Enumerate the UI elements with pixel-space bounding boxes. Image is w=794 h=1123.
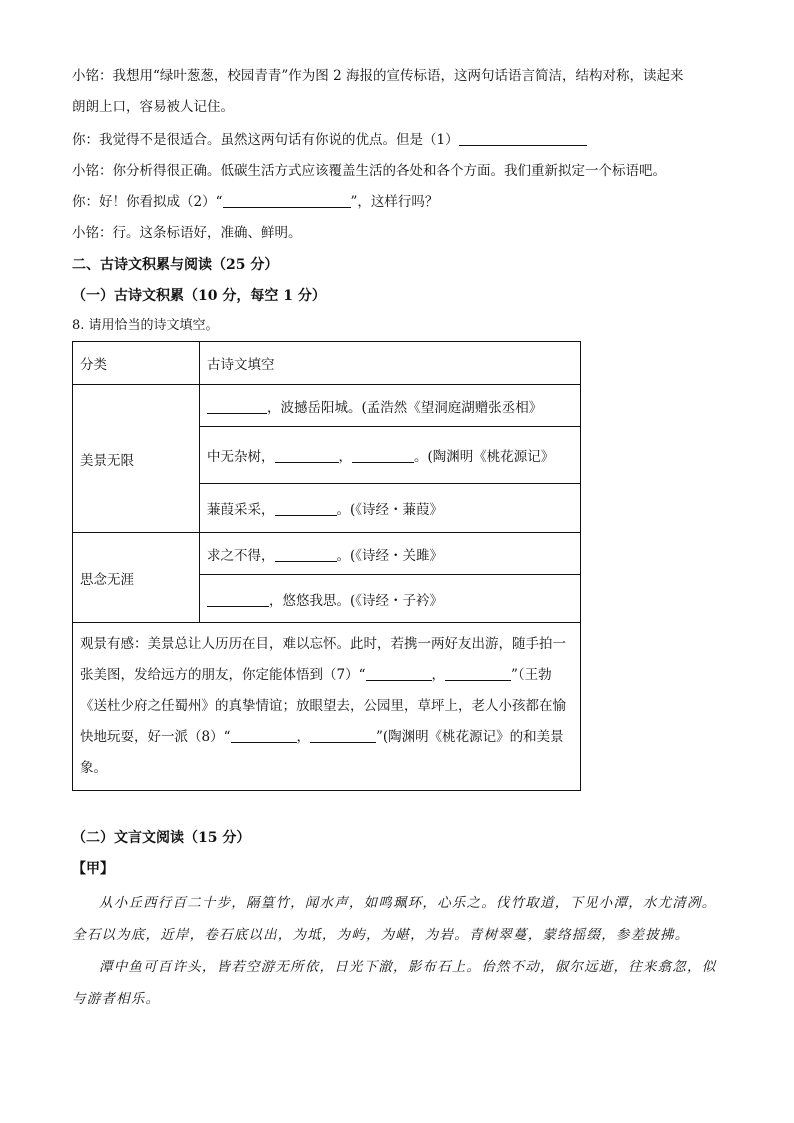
fill-row-2 xyxy=(200,427,581,484)
reflection-text-a: 观景有感：美景总让人历历在目，难以忘怀。此时，若携一两好友出游，随手拍一张美图，发给远方的朋友，你定能体悟到（7）“ xyxy=(80,636,566,683)
section-heading: 二、古诗文积累与阅读（25 分） xyxy=(72,257,279,273)
fill-row-3 xyxy=(200,484,581,533)
answer-blank-2[interactable] xyxy=(223,193,351,208)
dialog-line-2: 朗朗上口，容易被人记住。 xyxy=(72,99,234,115)
subsection-heading-2: （二）文言文阅读（15 分） xyxy=(72,830,251,846)
fill-blank[interactable] xyxy=(310,728,376,743)
fill-blank[interactable] xyxy=(275,448,339,463)
passage-label-jia: 【甲】 xyxy=(72,861,114,877)
fill-row-5 xyxy=(200,575,581,623)
fill-blank[interactable] xyxy=(231,728,297,743)
dialog-line-1: 小铭：我想用“绿叶葱葱，校园青青”作为图 2 海报的宣传标语，这两句话语言简洁，结构对称，读起来 xyxy=(72,68,684,84)
fill-row-3-text-a: 蒹葭采采， xyxy=(207,502,275,518)
fill-blank[interactable] xyxy=(207,592,269,607)
fill-row-4-text-b: 。(《诗经・关雎》 xyxy=(336,547,444,564)
reflection-text-b: ， xyxy=(431,667,445,683)
category-longing: 思念无涯 xyxy=(73,533,200,623)
fill-row-5-text: ，悠悠我思。(《诗经・子衿》 xyxy=(269,592,444,609)
reflection-text-e: ”(陶渊明《桃花源记》的和美景象。 xyxy=(80,729,564,776)
dialog-line-3-text: 你：我觉得不是很适合。虽然这两句话有你说的优点。但是（1） xyxy=(72,132,459,148)
fill-blank[interactable] xyxy=(275,547,337,562)
fill-row-1 xyxy=(200,385,581,427)
fill-row-1-text: ，波撼岳阳城。(孟浩然《望洞庭湖赠张丞相》 xyxy=(267,399,543,416)
subsection-heading-1: （一）古诗文积累（10 分，每空 1 分） xyxy=(72,288,326,304)
dialog-line-5-text-b: ”，这样行吗？ xyxy=(350,194,439,210)
category-beauty: 美景无限 xyxy=(73,385,200,533)
dialog-line-3 xyxy=(72,130,587,150)
fill-blank[interactable] xyxy=(275,501,337,516)
fill-row-4 xyxy=(200,533,581,575)
passage-paragraph-1: 从小丘西行百二十步，隔篁竹，闻水声，如鸣珮环，心乐之。伐竹取道，下见小潭，水尤清冽。全石以为底，近岸，卷石底以出，为坻，为屿，为嵁，为岩。青树翠蔓，蒙络摇缀，参差披拂。 xyxy=(72,895,717,943)
header-category: 分类 xyxy=(73,342,200,385)
reflection-text-c: ”（王勃《送杜少府之任蜀州》的真挚情谊；放眼望去，公园里，草坪上，老人小孩都在愉快地玩耍，好一派（8）“ xyxy=(80,667,566,745)
dialog-line-4: 小铭：你分析得很正确。低碳生活方式应该覆盖生活的各处和各个方面。我们重新拟定一个标语吧。 xyxy=(72,163,666,179)
fill-blank[interactable] xyxy=(352,448,414,463)
fill-row-3-text-b: 。(《诗经・蒹葭》 xyxy=(336,502,444,518)
fill-row-2-text-b: ， xyxy=(338,449,352,465)
fill-row-4-text-a: 求之不得， xyxy=(207,547,275,564)
poem-fill-table xyxy=(72,341,581,791)
fill-blank[interactable] xyxy=(366,666,432,681)
dialog-line-5-text-a: 你：好！你看拟成（2）“ xyxy=(72,194,223,210)
dialog-line-6: 小铭：行。这条标语好，准确、鲜明。 xyxy=(72,225,302,241)
header-fill: 古诗文填空 xyxy=(200,342,581,385)
fill-blank[interactable] xyxy=(445,666,511,681)
dialog-line-5 xyxy=(72,192,438,212)
reflection-cell xyxy=(73,623,581,791)
fill-row-2-text-c: 。(陶渊明《桃花源记》 xyxy=(414,449,555,465)
fill-blank[interactable] xyxy=(207,399,267,414)
reflection-text-d: ， xyxy=(296,729,310,745)
passage-paragraph-2: 潭中鱼可百许头，皆若空游无所依，日光下澈，影布石上。佁然不动，俶尔远逝，往来翕忽，似与游者相乐。 xyxy=(72,959,717,1007)
fill-row-2-text-a: 中无杂树， xyxy=(207,449,275,465)
answer-blank-1[interactable] xyxy=(459,131,587,146)
question-8: 8. 请用恰当的诗文填空。 xyxy=(72,318,219,333)
